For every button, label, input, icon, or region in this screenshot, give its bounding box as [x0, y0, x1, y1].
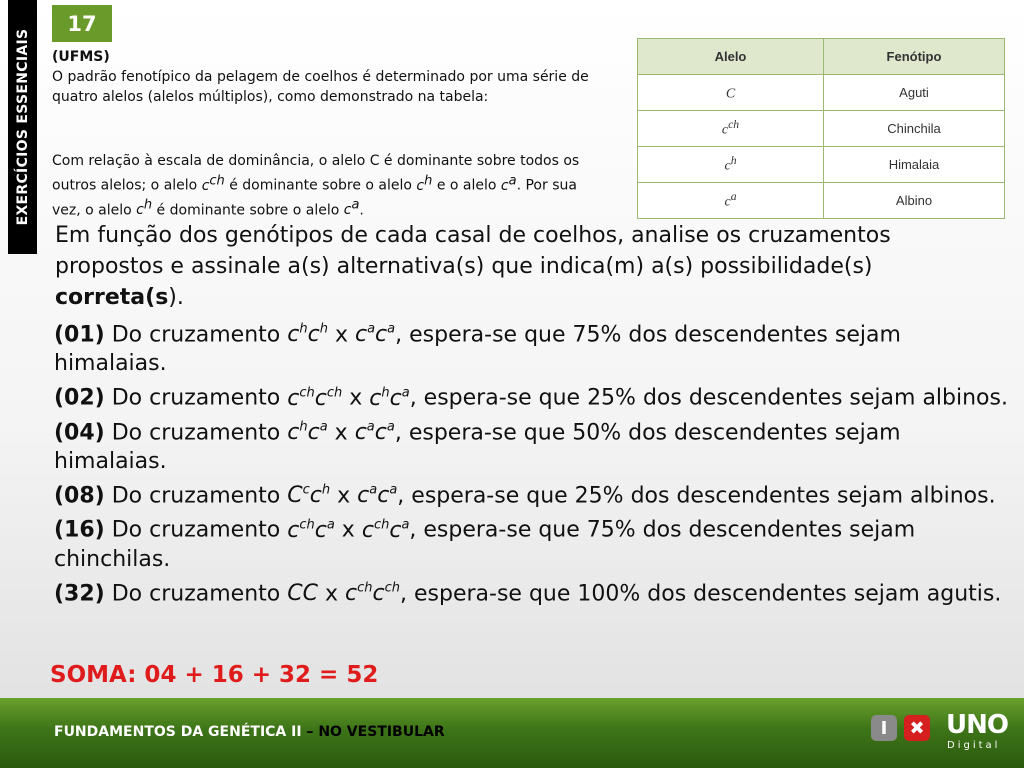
uno-logo-subtitle: Digital — [947, 740, 1001, 751]
allele-cell: $c^a$ — [638, 183, 824, 219]
alternative-item: (01) Do cruzamento $c^hc^h$ x $c^ac^a$, espera-se que 75% dos descendentes sejam himalaias. — [54, 322, 901, 377]
alternative-item: (16) Do cruzamento $c^{ch}c^a$ x $c^{ch}c^a$, espera-se que 75% dos descendentes sejam chinchilas. — [54, 517, 916, 572]
alternative-item: (04) Do cruzamento $c^hc^a$ x $c^ac^a$, espera-se que 50% dos descendentes sejam himalaias. — [54, 419, 901, 474]
allele-cell: $c^{ch}$ — [638, 111, 824, 147]
answer-sum: SOMA: 04 + 16 + 32 = 52 — [50, 662, 379, 688]
phenotype-cell: Aguti — [824, 75, 1005, 111]
phenotype-cell: Himalaia — [824, 147, 1005, 183]
table-row — [638, 183, 1005, 219]
question-text: Em função dos genótipos de cada casal de coelhos, analise os cruzamentos propostos e assinale a(s) alternativa(s) que indica(m) a(s) possibilidade(s) correta(s). — [55, 223, 891, 310]
table-header-row — [638, 39, 1005, 75]
allele-cell: C — [638, 75, 824, 111]
allele-cell: $c^h$ — [638, 147, 824, 183]
dominance-text: Com relação à escala de dominância, o alelo C é dominante sobre todos os outros alelos; o alelo $c^{ch}$ é dominante sobre o alelo $c^h$ e o alelo $c^a$. Por sua vez, o alelo $c^h$ é dominante sobre o alelo $c^a$. — [52, 153, 580, 219]
alternative-item: (08) Do cruzamento $C^cc^h$ x $c^ac^a$, espera-se que 25% dos descendentes sejam albinos. — [54, 482, 996, 509]
allele-table — [637, 38, 1005, 219]
footer-title: FUNDAMENTOS DA GENÉTICA II – NO VESTIBULAR — [54, 724, 445, 740]
source-label: (UFMS) — [52, 49, 110, 65]
phenotype-cell: Albino — [824, 183, 1005, 219]
question-number-badge: 17 — [52, 5, 112, 42]
footer-bar — [0, 698, 1024, 768]
uno-logo: UNO — [946, 710, 1008, 740]
table-row — [638, 147, 1005, 183]
table-row — [638, 75, 1005, 111]
sidebar-label: EXERCÍCIOS ESSENCIAIS — [14, 28, 31, 226]
sidebar — [8, 0, 37, 254]
alternative-item: (32) Do cruzamento CC x $c^{ch}c^{ch}$, espera-se que 100% dos descendentes sejam agutis. — [54, 580, 1002, 606]
intro-text: O padrão fenotípico da pelagem de coelhos é determinado por uma série de quatro alelos (alelos múltiplos), como demonstrado na tabela: — [52, 69, 589, 105]
info-icon[interactable]: I — [871, 715, 897, 741]
close-icon[interactable]: ✖ — [904, 715, 930, 741]
alternatives-list — [54, 315, 1014, 608]
table-header-phenotype: Fenótipo — [824, 39, 1005, 75]
table-row — [638, 111, 1005, 147]
table-header-allele: Alelo — [638, 39, 824, 75]
phenotype-cell: Chinchila — [824, 111, 1005, 147]
alternative-item: (02) Do cruzamento $c^{ch}c^{ch}$ x $c^hc^a$, espera-se que 25% dos descendentes sejam albinos. — [54, 385, 1008, 411]
